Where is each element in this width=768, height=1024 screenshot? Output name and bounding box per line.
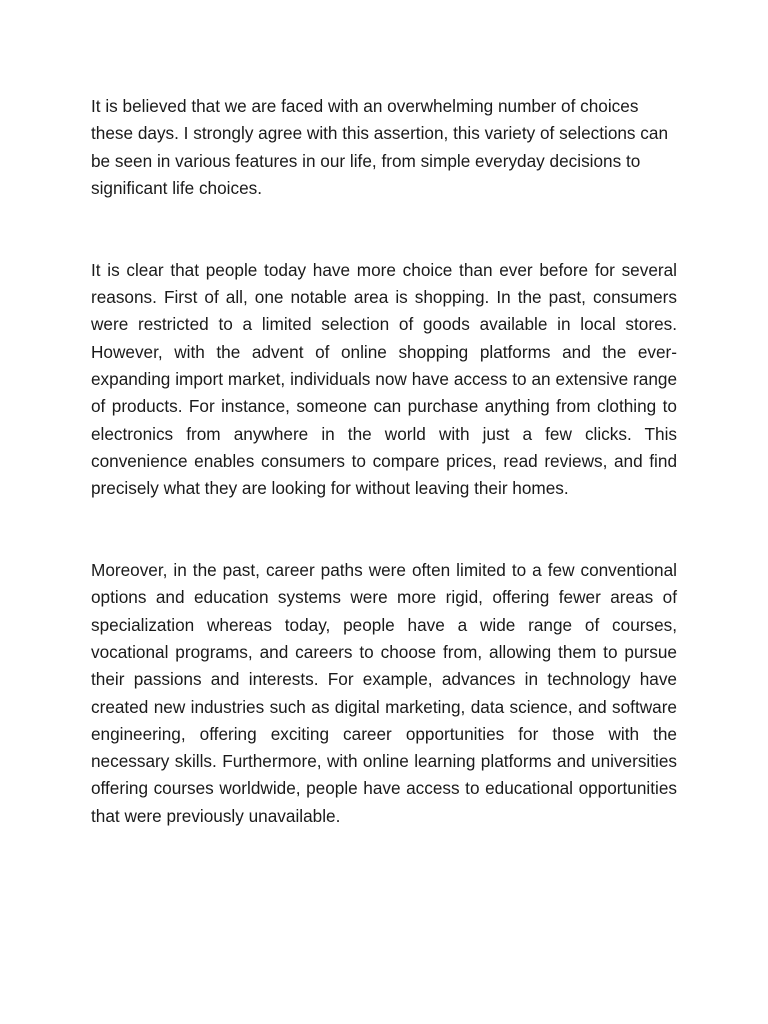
paragraph-shopping: It is clear that people today have more choice than ever before for several reasons. First of all, one notable area is shopping. In the past, consumers were restricted to a limited selection of goods available in local stores. However, with the advent of online shopping platforms and the ever-expanding import market, individuals now have access to an extensive range of products. For instance, someone can purchase anything from clothing to electronics from anywhere in the world with just a few clicks. This convenience enables consumers to compare prices, read reviews, and find precisely what they are looking for without leaving their homes. xyxy=(91,259,677,499)
paragraph-intro: It is believed that we are faced with an overwhelming number of choices these days. I strongly agree with this assertion, this variety of selections can be seen in various features in our life, from simple everyday decisions to significant life choices. xyxy=(91,96,669,198)
paragraph-careers: Moreover, in the past, career paths were often limited to a few conventional options and education systems were more rigid, offering fewer areas of specialization whereas today, people have a wide range of courses, vocational programs, and careers to choose from, allowing them to pursue their passions and interests. For example, advances in technology have created new industries such as digital marketing, data science, and software engineering, offering exciting career opportunities for those with the necessary skills. Furthermore, with online learning platforms and universities offering courses worldwide, people have access to educational opportunities that were previously unavailable. xyxy=(91,560,677,826)
document-body xyxy=(91,93,677,830)
